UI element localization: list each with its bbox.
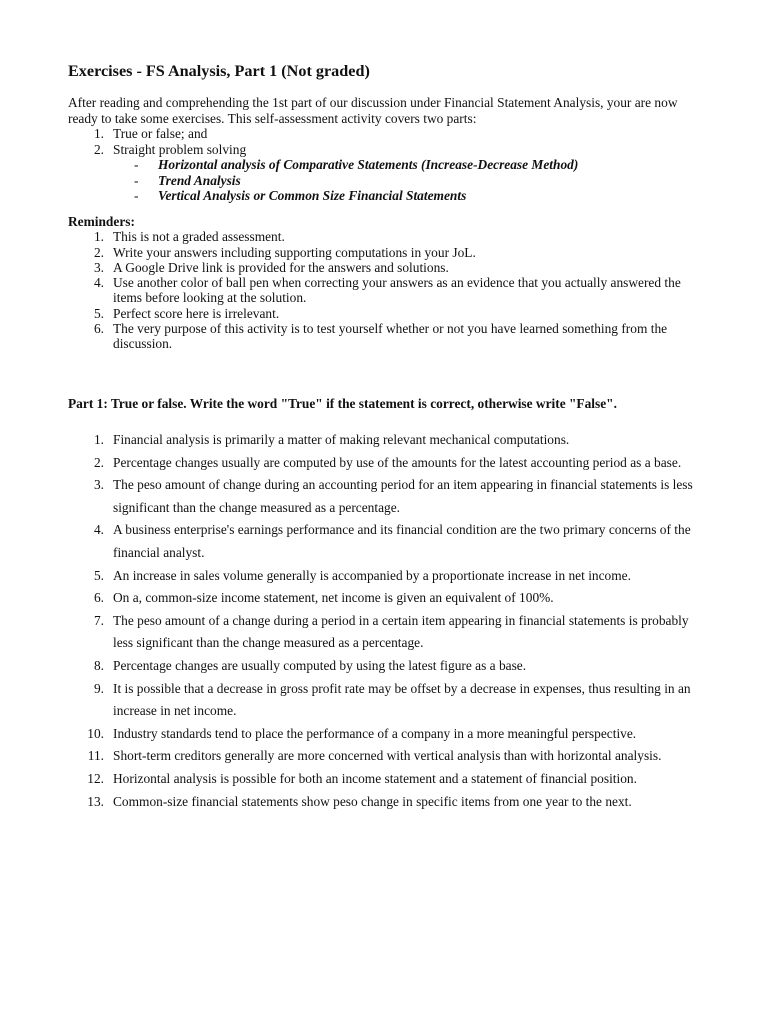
intro-paragraph: After reading and comprehending the 1st part of our discussion under Financial Statement Analysis, your are now ready to take some exercises. This self-assessment activity covers two parts: [68,95,678,126]
list-item-number: 5. [93,305,104,321]
list-item-number: 2. [93,244,104,260]
list-item [68,275,708,306]
sub-list-item-text: Trend Analysis [158,172,241,188]
part1-section [68,396,708,813]
list-item-text: The very purpose of this activity is to test yourself whether or not you have learned something from the discussion. [113,321,668,352]
question-text: Short-term creditors generally are more concerned with vertical analysis than with horizontal analysis. [113,748,662,764]
list-item-number: 1. [93,126,104,141]
page-title: Exercises - FS Analysis, Part 1 (Not graded) [68,62,370,80]
reminders-heading: Reminders: [68,214,135,229]
question-number: 8. [93,657,104,673]
dash-bullet: - [134,188,139,203]
question-item [68,587,708,610]
question-number: 10. [87,725,104,741]
part1-heading: Part 1: True or false. Write the word "True" if the statement is correct, otherwise write "False". [68,396,617,411]
list-item [68,321,708,352]
dash-bullet: - [134,172,139,188]
list-item-text: Straight problem solving [113,141,247,157]
list-item-text: True or false; and [113,126,208,141]
question-number: 5. [93,567,104,583]
question-text: It is possible that a decrease in gross profit rate may be offset by a decrease in expenses, thus resulting in an increase in net income. [113,680,691,719]
question-item [68,768,708,791]
question-number: 2. [93,454,104,470]
question-item [68,678,708,723]
question-text: The peso amount of change during an accounting period for an item appearing in financial statements is less significant than the change measured as a percentage. [113,477,693,515]
question-text: The peso amount of a change during a period in a certain item appearing in financial statements is probably less significant than the change measured as a percentage. [113,612,689,651]
list-item [68,126,708,142]
dash-bullet: - [134,157,139,172]
list-item-text: This is not a graded assessment. [113,229,285,245]
sub-list-item [134,188,708,204]
list-item-text: Write your answers including supporting computations in your JoL. [113,244,476,260]
question-text: Financial analysis is primarily a matter of making relevant mechanical computations. [113,432,570,447]
question-item [68,791,708,814]
question-number: 7. [93,612,104,628]
list-item [68,245,708,260]
question-number: 12. [87,770,104,786]
question-text: An increase in sales volume generally is accompanied by a proportionate increase in net income. [113,567,631,583]
sub-list-item [134,173,708,189]
list-item-text: Perfect score here is irrelevant. [113,305,280,321]
intro-section [68,95,708,204]
parts-list [68,126,708,157]
question-item [68,452,708,475]
list-item [68,142,708,158]
sub-list-item-text: Horizontal analysis of Comparative Statements (Increase-Decrease Method) [158,157,579,172]
question-item [68,745,708,768]
sub-list-item-text: Vertical Analysis or Common Size Financial Statements [158,188,467,203]
list-item-number: 1. [93,229,104,245]
sub-parts-list [68,157,708,204]
question-number: 9. [93,680,104,696]
list-item-number: 2. [93,141,104,157]
question-text: Industry standards tend to place the performance of a company in a more meaningful perspective. [113,725,637,741]
question-number: 11. [87,748,104,764]
question-text: Common-size financial statements show peso change in specific items from one year to the next. [113,793,632,809]
question-text: A business enterprise's earnings performance and its financial condition are the two primary concerns of the financial analyst. [113,522,691,560]
question-number: 6. [93,590,104,606]
question-item [68,519,708,564]
list-item-text: Use another color of ball pen when correcting your answers as an evidence that you actually answered the items before looking at the solution. [113,275,681,306]
list-item-number: 3. [93,259,104,275]
reminders-list [68,229,708,351]
list-item-text: A Google Drive link is provided for the answers and solutions. [113,259,449,275]
question-text: Horizontal analysis is possible for both an income statement and a statement of financial position. [113,770,637,786]
question-number: 3. [93,477,104,493]
question-text: Percentage changes are usually computed by using the latest figure as a base. [113,657,527,673]
question-item [68,565,708,588]
question-item [68,474,708,519]
questions-list [68,429,708,813]
reminders-section [68,214,708,352]
list-item-number: 4. [93,275,104,291]
question-item [68,429,708,452]
question-number: 4. [93,522,104,538]
question-number: 1. [93,432,104,447]
list-item [68,306,708,321]
question-text: On a, common-size income statement, net income is given an equivalent of 100%. [113,590,554,606]
question-item [68,655,708,678]
sub-list-item [134,157,708,173]
question-text: Percentage changes usually are computed by use of the amounts for the latest accounting period as a base. [113,454,682,470]
question-item [68,610,708,655]
list-item [68,260,708,275]
list-item [68,229,708,244]
list-item-number: 6. [93,321,104,337]
question-item [68,723,708,746]
question-number: 13. [87,793,104,809]
